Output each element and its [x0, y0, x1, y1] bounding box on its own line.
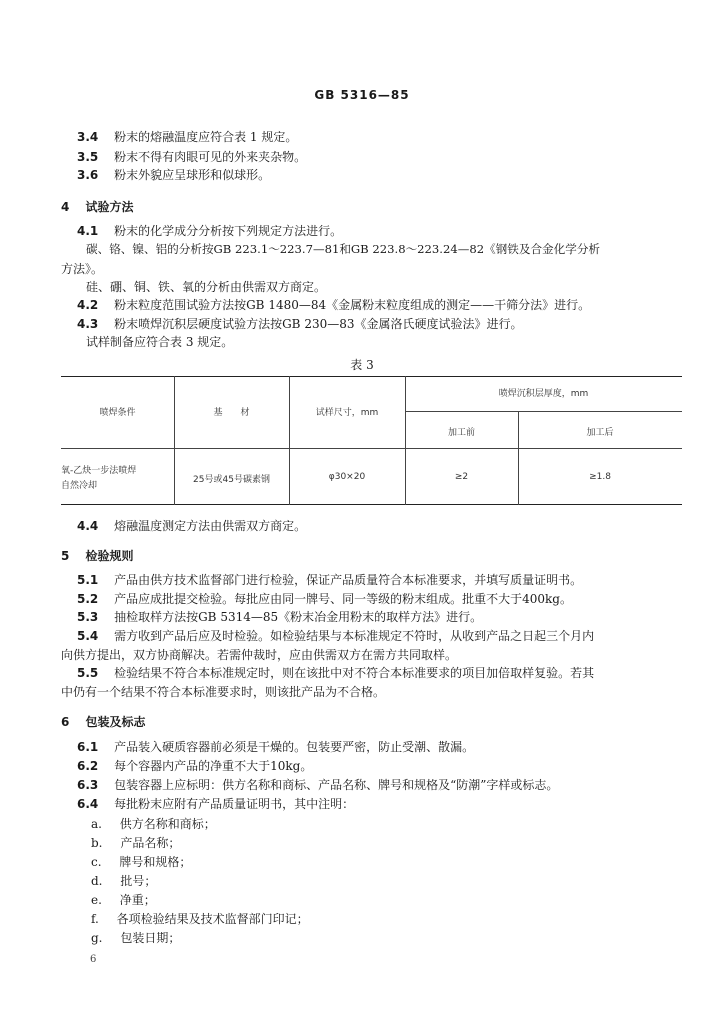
paragraph-sample-prep: 试样制备应符合表 3 规定。: [86, 335, 234, 349]
page-number: 6: [90, 954, 97, 965]
header-deposit-thickness: 喷焊沉积层厚度，mm: [498, 389, 589, 399]
clause-number: 5.2: [77, 592, 99, 606]
section-number: 5: [61, 549, 70, 563]
clause-5-4: [77, 627, 594, 644]
clause-text: 产品装入硬质容器前必须是干燥的。包装要严密，防止受潮、散漏。: [114, 740, 475, 754]
subitem-text: 各项检验结果及技术监督部门印记；: [116, 912, 309, 926]
clause-5-2: [77, 590, 572, 607]
clause-6-4: [77, 795, 354, 812]
clause-number: 5.3: [77, 610, 99, 624]
clause-text: 粉末的熔融温度应符合表 1 规定。: [114, 130, 298, 144]
subitem-e: [91, 891, 156, 908]
subitem-text: 供方名称和商标；: [119, 817, 216, 831]
clause-4-1: [77, 222, 342, 239]
clause-text: 粉末的化学成分分析按下列规定方法进行。: [114, 224, 343, 238]
cell-substrate: 25号或45号碳素钢: [193, 475, 270, 485]
clause-5-3: [77, 608, 482, 625]
subitem-b: [91, 834, 180, 851]
subitem-label: c.: [91, 855, 102, 869]
table-col-divider: [174, 376, 175, 505]
clause-number: 3.4: [77, 130, 99, 144]
clause-6-2: [77, 757, 312, 774]
clause-number: 5.1: [77, 573, 99, 587]
subitem-label: b.: [91, 836, 103, 850]
clause-5-1: [77, 571, 582, 588]
clause-text: 每批粉末应附有产品质量证明书，其中注明：: [114, 797, 355, 811]
clause-text: 粉末外貌应呈球形和似球形。: [114, 168, 271, 182]
paragraph-other-elements: 硅、硼、铜、铁、氧的分析由供需双方商定。: [86, 280, 327, 294]
subitem-label: f.: [91, 912, 99, 926]
section-4-heading: [61, 198, 134, 215]
section-title: 包装及标志: [85, 715, 146, 729]
clause-3-6: [77, 166, 270, 183]
header-after-machining: 加工后: [586, 428, 614, 438]
section-title: 试验方法: [85, 200, 134, 214]
clause-4-2: [77, 296, 590, 313]
clause-number: 4.1: [77, 224, 99, 238]
subitem-d: [91, 872, 156, 889]
subitem-g: [91, 929, 180, 946]
table-header-rule: [61, 448, 682, 449]
section-6-heading: [61, 713, 146, 730]
clause-5-4-cont: 向供方提出，双方协商解决。若需仲裁时，应由供需双方在需方共同取样。: [61, 648, 458, 662]
cell-condition: [61, 464, 174, 494]
subitem-text: 包装日期；: [120, 931, 181, 945]
clause-text: 产品应成批提交检验。每批应由同一牌号、同一等级的粉末组成。批重不大于400kg。: [114, 592, 572, 606]
section-5-heading: [61, 547, 134, 564]
header-substrate: 基 材: [213, 408, 250, 418]
clause-text: 粉末粒度范围试验方法按GB 1480—84《金属粉末粒度组成的测定——干筛分法》进行。: [114, 298, 591, 312]
clause-3-5: [77, 148, 306, 165]
clause-text: 每个容器内产品的净重不大于10kg。: [114, 759, 313, 773]
clause-number: 5.4: [77, 629, 99, 643]
clause-text: 检验结果不符合本标准规定时，则在该批中对不符合本标准要求的项目加倍取样复验。若其: [114, 666, 595, 680]
subitem-f: [91, 910, 309, 927]
table-bottom-rule: [61, 504, 682, 505]
subitem-label: a.: [91, 817, 102, 831]
subitem-label: e.: [91, 893, 102, 907]
clause-6-1: [77, 738, 474, 755]
subitem-c: [91, 853, 191, 870]
clause-text: 粉末不得有肉眼可见的外来夹杂物。: [114, 150, 307, 164]
clause-number: 6.2: [77, 759, 99, 773]
clause-text: 包装容器上应标明：供方名称和商标、产品名称、牌号和规格及“防潮”字样或标志。: [114, 778, 559, 792]
clause-text: 产品由供方技术监督部门进行检验，保证产品质量符合本标准要求，并填写质量证明书。: [114, 573, 583, 587]
clause-5-5: [77, 664, 594, 681]
table-col-divider: [289, 376, 290, 505]
clause-text: 抽检取样方法按GB 5314—85《粉末冶金用粉末的取样方法》进行。: [114, 610, 483, 624]
clause-4-4: [77, 517, 306, 534]
paragraph-analysis-methods: 碳、铬、镍、铝的分析按GB 223.1～223.7—81和GB 223.8～223.24—82《钢铁及合金化学分析: [86, 242, 601, 256]
cell-condition-line1: 氧-乙炔一步法喷焊: [61, 466, 137, 476]
table-3-title: 表 3: [350, 358, 374, 372]
clause-number: 4.4: [77, 519, 99, 533]
subitem-text: 牌号和规格；: [119, 855, 192, 869]
table-3: [61, 376, 682, 506]
subitem-label: d.: [91, 874, 103, 888]
subitem-text: 批号；: [120, 874, 157, 888]
page-header: GB 5316—85: [314, 88, 410, 102]
clause-number: 4.3: [77, 317, 99, 331]
clause-6-3: [77, 776, 558, 793]
clause-number: 3.6: [77, 168, 99, 182]
subitem-text: 净重；: [119, 893, 156, 907]
table-top-rule: [61, 376, 682, 377]
clause-5-5-cont: 中仍有一个结果不符合本标准要求时，则该批产品为不合格。: [61, 685, 386, 699]
clause-number: 6.1: [77, 740, 99, 754]
clause-number: 4.2: [77, 298, 99, 312]
clause-number: 6.3: [77, 778, 99, 792]
clause-4-3: [77, 315, 523, 332]
table-header-subrule: [405, 411, 682, 412]
subitem-a: [91, 815, 216, 832]
subitem-text: 产品名称；: [120, 836, 181, 850]
section-number: 6: [61, 715, 70, 729]
clause-number: 6.4: [77, 797, 99, 811]
paragraph-analysis-methods-cont: 方法》。: [61, 262, 104, 276]
header-sample-size: 试样尺寸，mm: [315, 408, 379, 418]
clause-3-4: [77, 128, 297, 145]
clause-text: 粉末喷焊沉积层硬度试验方法按GB 230—83《金属洛氏硬度试验法》进行。: [114, 317, 523, 331]
header-condition: 喷焊条件: [99, 408, 136, 418]
cell-sample-size: φ30×20: [328, 472, 366, 482]
subitem-label: g.: [91, 931, 103, 945]
clause-text: 熔融温度测定方法由供需双方商定。: [114, 519, 307, 533]
clause-text: 需方收到产品后应及时检验。如检验结果与本标准规定不符时，从收到产品之日起三个月内: [114, 629, 595, 643]
section-title: 检验规则: [85, 549, 134, 563]
clause-number: 3.5: [77, 150, 99, 164]
cell-condition-line2: 自然冷却: [61, 481, 98, 491]
section-number: 4: [61, 200, 70, 214]
clause-number: 5.5: [77, 666, 99, 680]
header-before-machining: 加工前: [447, 428, 475, 438]
cell-after-machining: ≥1.8: [589, 472, 611, 482]
cell-before-machining: ≥2: [454, 472, 469, 482]
